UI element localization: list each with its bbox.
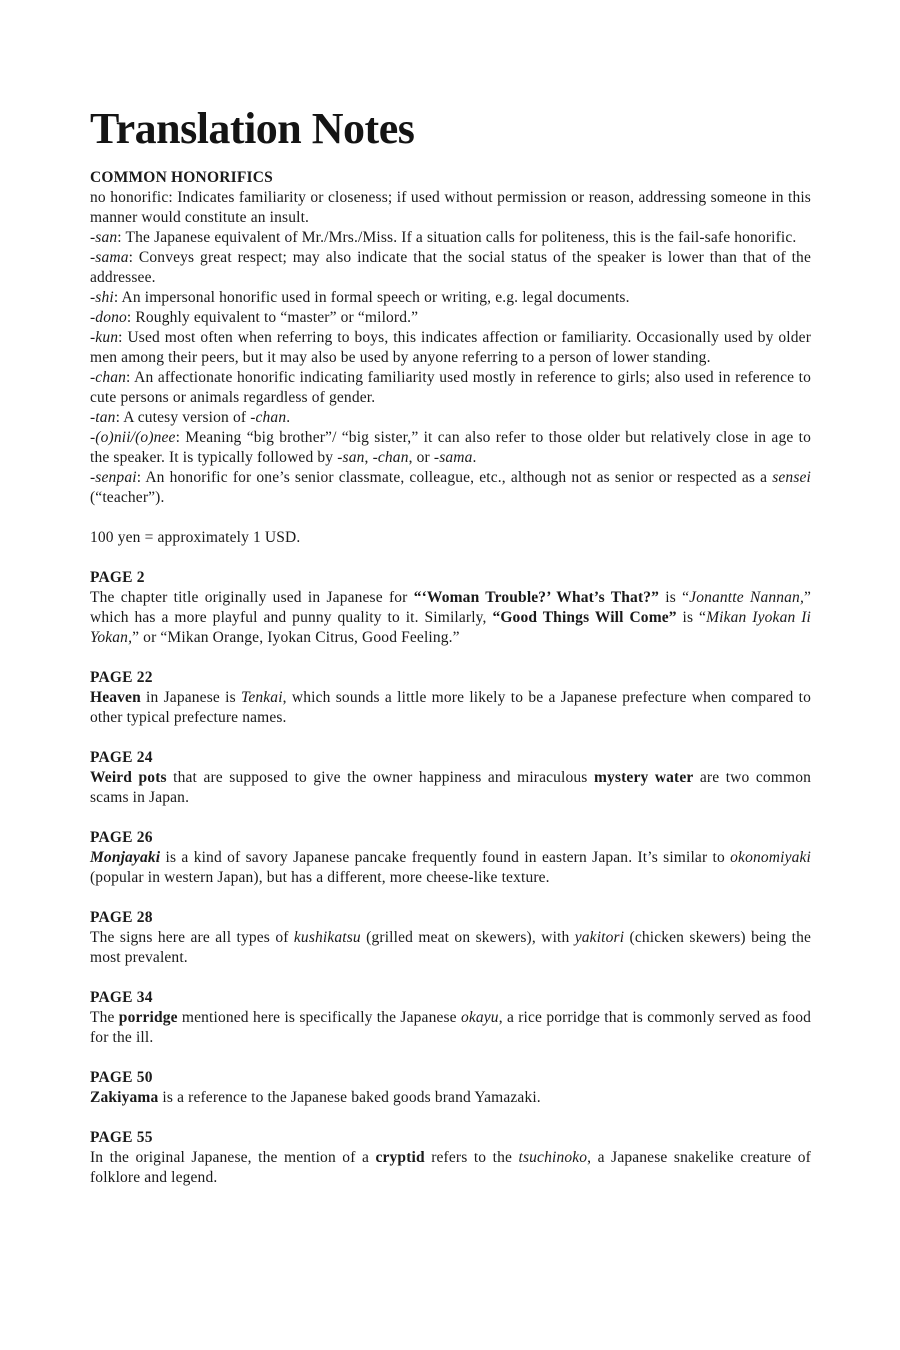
text-run: no honorific: Indicates familiarity or closeness; if used without permission or reason, addressing someone in this manner would constitute an insult. <box>90 189 811 227</box>
text-run: The chapter title originally used in Japanese for <box>90 589 414 607</box>
section <box>90 748 811 808</box>
section <box>90 568 811 648</box>
text-run: mentioned here is specifically the Japanese <box>177 1009 461 1027</box>
text-run: , which sounds a little more likely to be a Japanese prefecture when compared to other typical prefecture names. <box>90 689 811 727</box>
text-run: (chicken skewers) being the most prevalent. <box>90 929 811 967</box>
section <box>90 1128 811 1188</box>
text-run: : An affectionate honorific indicating familiarity used mostly in reference to girls; also used in reference to cute persons or animals regardless of gender. <box>90 369 811 407</box>
paragraph <box>90 228 811 248</box>
sections <box>90 168 811 1188</box>
text-run: -kun <box>90 329 119 347</box>
section-heading: PAGE 26 <box>90 829 153 847</box>
text-run: -(o)nii/(o)nee <box>90 429 176 447</box>
text-run: yakitori <box>574 929 625 947</box>
section <box>90 908 811 968</box>
text-run: are two common scams in Japan. <box>90 769 811 807</box>
text-run: , or <box>408 449 434 467</box>
section-heading: PAGE 24 <box>90 749 153 767</box>
text-run: Heaven <box>90 689 141 707</box>
text-run: is “ <box>676 609 707 627</box>
text-run: : The Japanese equivalent of Mr./Mrs./Miss. If a situation calls for politeness, this is the fail-safe honorific. <box>117 229 797 247</box>
text-run: Monjayaki <box>90 849 161 867</box>
section <box>90 668 811 728</box>
text-run: : Used most often when referring to boys, this indicates affection or familiarity. Occasionally used by older men among their peers, but it may also be used by anyone referring to a person of lower standing. <box>90 329 811 367</box>
text-run: that are supposed to give the owner happiness and miraculous <box>166 769 594 787</box>
text-run: -dono <box>90 309 127 327</box>
text-run: , <box>364 449 373 467</box>
paragraph <box>90 848 811 888</box>
text-run: : An honorific for one’s senior classmate, colleague, etc., although not as senior or respected as a <box>136 469 773 487</box>
text-run: : Roughly equivalent to “master” or “milord.” <box>126 309 419 327</box>
text-run: ” which has a more playful and punny quality to it. Similarly, <box>90 589 812 627</box>
paragraph <box>90 368 811 408</box>
text-run: The signs here are all types of <box>90 929 294 947</box>
text-run: is a kind of savory Japanese pancake frequently found in eastern Japan. It’s similar to <box>160 849 731 867</box>
text-run: -shi <box>90 289 114 307</box>
text-run: cryptid <box>375 1149 425 1167</box>
text-run: Tenkai <box>240 689 283 707</box>
text-run: sensei <box>772 469 811 487</box>
text-run: -san <box>90 229 118 247</box>
document-content <box>90 0 811 1208</box>
text-run: : Conveys great respect; may also indicate that the social status of the speaker is lower than that of the addressee. <box>90 249 811 287</box>
text-run: Zakiyama <box>90 1089 159 1107</box>
section <box>90 528 811 548</box>
text-run: (popular in western Japan), but has a different, more cheese-like texture. <box>90 869 550 887</box>
paragraph <box>90 328 811 368</box>
paragraph <box>90 688 811 728</box>
text-run: is a reference to the Japanese baked goods brand Yamazaki. <box>158 1089 541 1107</box>
section <box>90 828 811 888</box>
paragraph <box>90 408 811 428</box>
text-run: porridge <box>118 1009 178 1027</box>
section-heading: PAGE 28 <box>90 909 153 927</box>
section-heading: PAGE 22 <box>90 669 153 687</box>
paragraph <box>90 1148 811 1188</box>
text-run: kushikatsu <box>293 929 361 947</box>
section <box>90 1068 811 1108</box>
text-run: -san <box>337 449 365 467</box>
text-run: -senpai <box>90 469 137 487</box>
paragraph <box>90 928 811 968</box>
text-run: mystery water <box>593 769 694 787</box>
paragraph <box>90 308 811 328</box>
text-run: In the original Japanese, the mention of a <box>90 1149 376 1167</box>
text-run: . <box>472 449 477 467</box>
paragraph <box>90 768 811 808</box>
text-run: is “ <box>659 589 690 607</box>
section-heading: PAGE 50 <box>90 1069 153 1087</box>
text-run: “Good Things Will Come” <box>492 609 677 627</box>
paragraph <box>90 1008 811 1048</box>
section-heading: PAGE 2 <box>90 569 145 587</box>
text-run: : A cutesy version of <box>115 409 251 427</box>
text-run: okayu <box>460 1009 499 1027</box>
paragraph <box>90 1088 811 1108</box>
paragraph <box>90 248 811 288</box>
text-run: . <box>286 409 291 427</box>
section <box>90 168 811 508</box>
text-run: tsuchinoko <box>518 1149 588 1167</box>
text-run: (“teacher”). <box>90 489 165 507</box>
text-run: Jonantte Nannan, <box>689 589 804 607</box>
text-run: , a Japanese snakelike creature of folklore and legend. <box>90 1149 811 1187</box>
text-run: -chan <box>90 369 127 387</box>
text-run: The <box>90 1009 119 1027</box>
paragraph <box>90 288 811 308</box>
text-run: -chan <box>250 409 287 427</box>
text-run: Weird pots <box>90 769 167 787</box>
page-title: Translation Notes <box>90 104 415 153</box>
text-run: Mikan Iyokan Ii Yokan, <box>90 609 812 647</box>
section-heading: PAGE 55 <box>90 1129 153 1147</box>
text-run: in Japanese is <box>140 689 241 707</box>
text-run: -chan <box>372 449 409 467</box>
paragraph <box>90 428 811 468</box>
text-run: ” or “Mikan Orange, Iyokan Citrus, Good Feeling.” <box>132 629 460 647</box>
text-run: refers to the <box>424 1149 519 1167</box>
paragraph <box>90 188 811 228</box>
paragraph <box>90 468 811 508</box>
section <box>90 988 811 1048</box>
text-run: -sama <box>90 249 129 267</box>
section-heading: COMMON HONORIFICS <box>90 169 273 187</box>
text-run: : Meaning “big brother”/ “big sister,” it can also refer to those older but relatively close in age to the speaker. It is typically followed by <box>90 429 811 467</box>
text-run: , a rice porridge that is commonly served as food for the ill. <box>90 1009 812 1047</box>
paragraph <box>90 528 811 548</box>
text-run: -sama <box>433 449 473 467</box>
section-heading: PAGE 34 <box>90 989 153 1007</box>
text-run: okonomiyaki <box>730 849 811 867</box>
text-run: “‘Woman Trouble?’ What’s That?” <box>413 589 660 607</box>
text-run: (grilled meat on skewers), with <box>360 929 575 947</box>
paragraph <box>90 588 811 648</box>
text-run: 100 yen = approximately 1 USD. <box>90 529 301 547</box>
text-run: : An impersonal honorific used in formal speech or writing, e.g. legal documents. <box>113 289 630 307</box>
text-run: -tan <box>90 409 116 427</box>
